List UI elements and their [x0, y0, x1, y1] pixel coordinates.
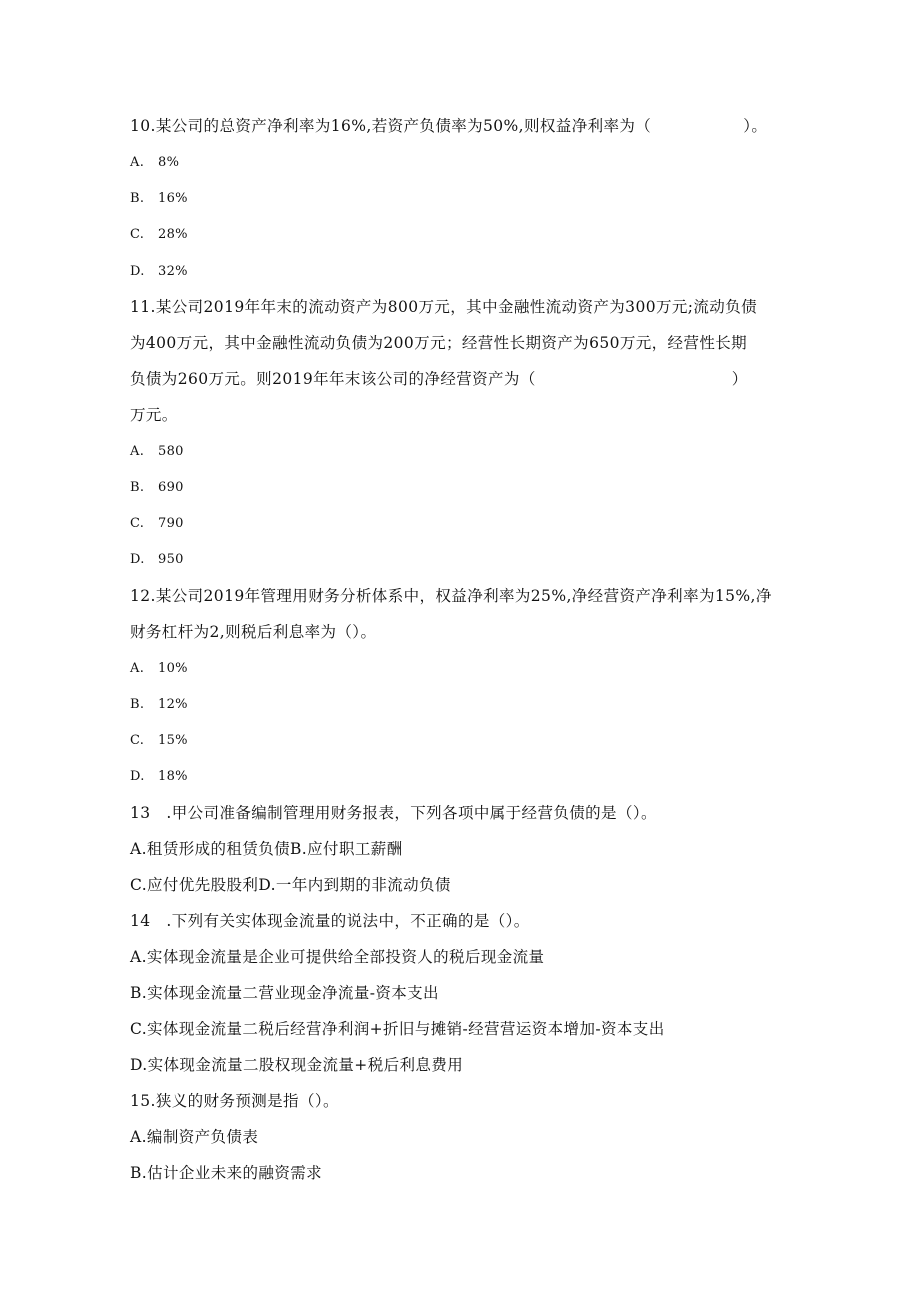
question-10-option-b — [130, 189, 188, 209]
question-12-option-d — [130, 767, 188, 787]
option-text: 32% — [158, 264, 188, 279]
option-letter: A. — [130, 155, 145, 170]
option-text: 790 — [158, 516, 184, 531]
question-15-stem: 15.狭义的财务预测是指（）。 — [130, 1092, 339, 1110]
question-12-option-a — [130, 659, 188, 679]
question-12-option-b — [130, 695, 188, 715]
option-text: 16% — [158, 191, 188, 206]
question-10-option-d — [130, 262, 188, 282]
question-14-stem: 14 .下列有关实体现金流量的说法中，不正确的是（）。 — [130, 912, 530, 930]
option-text: 950 — [158, 552, 184, 567]
question-11-stem-line-3-text: 负债为260万元。则2019年年末该公司的净经营资产为（ — [130, 370, 536, 388]
option-letter: B. — [130, 697, 145, 712]
question-11-option-d — [130, 550, 184, 570]
question-10-option-c — [130, 225, 188, 245]
question-10-stem — [130, 116, 767, 136]
question-11-option-a — [130, 442, 184, 462]
question-13-stem: 13 .甲公司准备编制管理用财务报表，下列各项中属于经营负债的是（）。 — [130, 804, 657, 822]
question-11-stem-line-4: 万元。 — [130, 406, 178, 424]
option-letter: B. — [130, 480, 145, 495]
option-text: 28% — [158, 227, 188, 242]
question-10-option-a — [130, 153, 179, 173]
question-11-stem-line-1: 11.某公司2019年年末的流动资产为800万元，其中金融性流动资产为300万元;流动负债 — [130, 298, 757, 316]
option-letter: A. — [130, 444, 145, 459]
question-13-options-ab: A.租赁形成的租赁负债B.应付职工薪酬 — [130, 840, 403, 858]
question-14-option-d: D.实体现金流量二股权现金流量+税后利息费用 — [130, 1056, 464, 1074]
option-letter: D. — [130, 769, 145, 784]
question-15-option-b: B.估计企业未来的融资需求 — [130, 1164, 323, 1182]
question-14-option-c: C.实体现金流量二税后经营净利润+折旧与摊销-经营营运资本增加-资本支出 — [130, 1020, 665, 1038]
option-letter: D. — [130, 264, 145, 279]
question-15-option-a: A.编制资产负债表 — [130, 1128, 259, 1146]
question-12-stem-line-2: 财务杠杆为2,则税后利息率为（）。 — [130, 623, 377, 641]
option-letter: C. — [130, 733, 145, 748]
question-10-stem-text: 10.某公司的总资产净利率为16%,若资产负债率为50%,则权益净利率为（ — [130, 117, 652, 135]
option-letter: D. — [130, 552, 145, 567]
option-text: 8% — [158, 155, 180, 170]
question-12-stem-line-1: 12.某公司2019年管理用财务分析体系中，权益净利率为25%,净经营资产净利率为15%,净 — [130, 587, 772, 605]
option-text: 12% — [158, 697, 188, 712]
question-11-option-b — [130, 478, 184, 498]
option-letter: C. — [130, 227, 145, 242]
option-letter: B. — [130, 191, 145, 206]
question-10-stem-end: ）。 — [743, 117, 768, 135]
option-letter: A. — [130, 661, 145, 676]
question-14-option-a: A.实体现金流量是企业可提供给全部投资人的税后现金流量 — [130, 948, 545, 966]
option-text: 18% — [158, 769, 188, 784]
option-text: 15% — [158, 733, 188, 748]
option-text: 580 — [158, 444, 184, 459]
question-14-option-b: B.实体现金流量二营业现金净流量-资本支出 — [130, 984, 439, 1002]
question-11-stem-line-3-end: ） — [731, 370, 748, 388]
question-11-option-c — [130, 514, 184, 534]
question-11-stem-line-3 — [130, 369, 748, 389]
option-text: 10% — [158, 661, 188, 676]
question-13-options-cd: C.应付优先股股利D.一年内到期的非流动负债 — [130, 876, 451, 894]
option-text: 690 — [158, 480, 184, 495]
question-12-option-c — [130, 731, 188, 751]
question-11-stem-line-2: 为400万元，其中金融性流动负债为200万元；经营性长期资产为650万元，经营性长期 — [130, 334, 748, 352]
option-letter: C. — [130, 516, 145, 531]
